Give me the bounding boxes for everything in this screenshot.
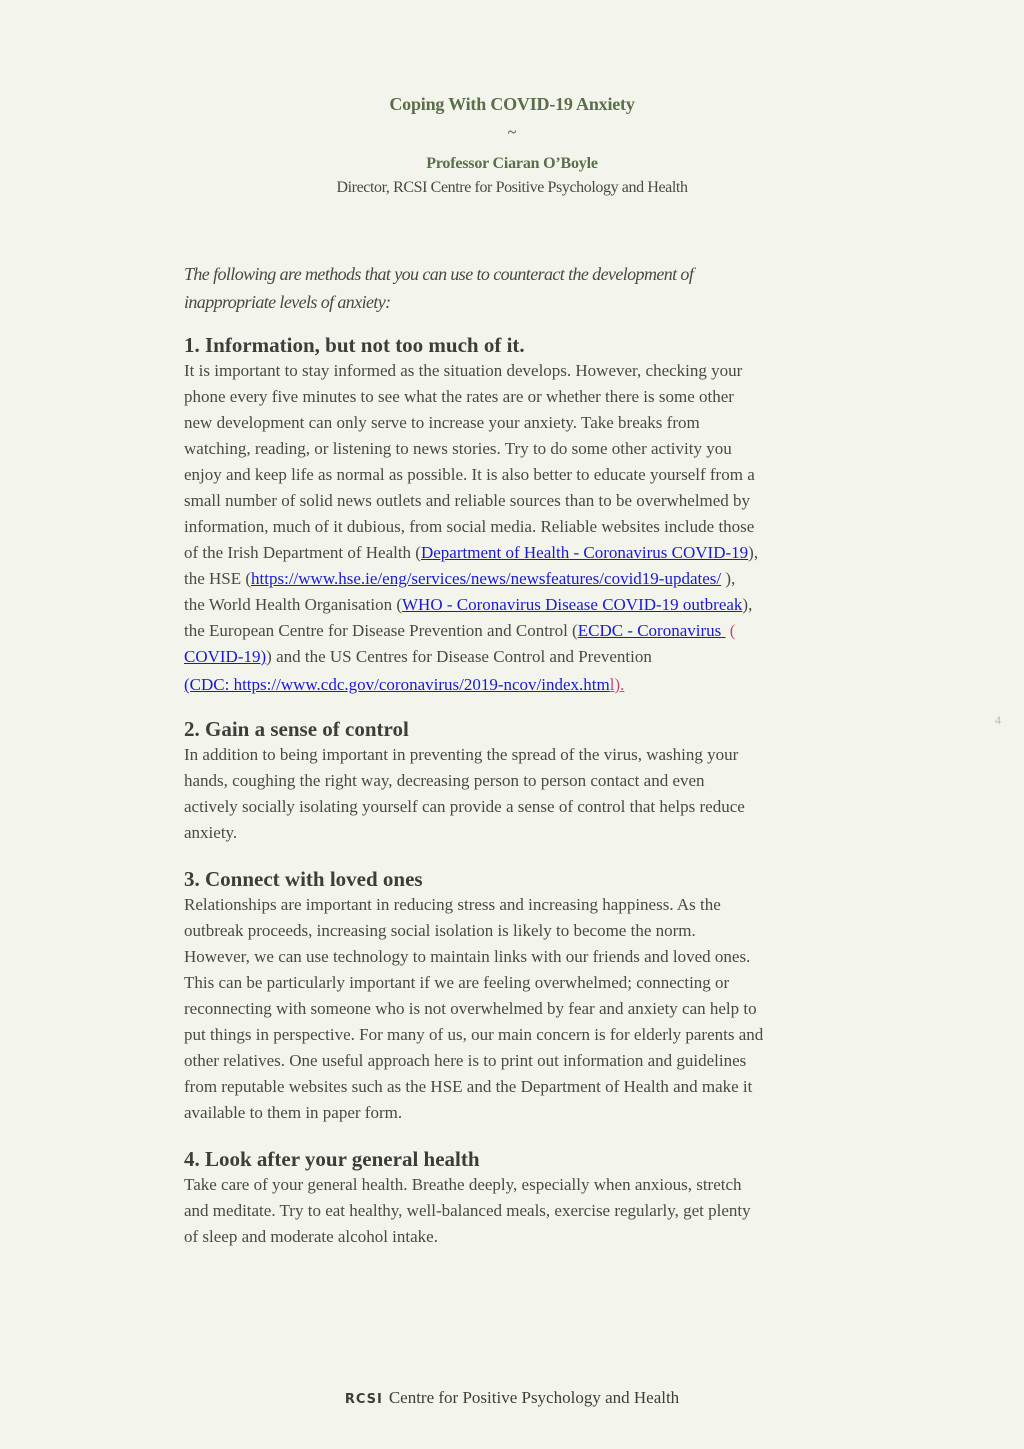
paragraph-line: small number of solid news outlets and reliable sources than to be overwhelmed by — [184, 491, 751, 510]
link-suffix: ), — [721, 569, 736, 588]
link-suffix: ) and the US Centres for Disease Control and Prevention — [266, 647, 652, 666]
link-suffix: ), — [742, 595, 753, 614]
ecdc-link[interactable]: ECDC - Coronavirus — [577, 621, 726, 640]
document-body — [184, 260, 844, 1250]
paragraph-line: and meditate. Try to eat healthy, well-balanced meals, exercise regularly, get plenty — [184, 1201, 751, 1220]
paragraph-line: Relationships are important in reducing stress and increasing happiness. As the — [184, 895, 721, 914]
paragraph-line: put things in perspective. For many of us, our main concern is for elderly parents and — [184, 1025, 764, 1044]
page-footer — [0, 1388, 1024, 1408]
ecdc-link-continued[interactable]: COVID-19) — [184, 647, 267, 666]
paragraph-line — [184, 644, 844, 670]
link-prefix: the World Health Organisation ( — [184, 595, 403, 614]
author-affiliation: Director, RCSI Centre for Positive Psychology and Health — [336, 179, 688, 196]
link-prefix: the HSE ( — [184, 569, 252, 588]
cdc-link-tail[interactable]: l). — [609, 675, 625, 694]
page-number: 4 — [995, 713, 1001, 727]
document-header — [0, 93, 1024, 198]
paragraph-line: However, we can use technology to maintain links with our friends and loved ones. — [184, 947, 751, 966]
paragraph-line — [184, 618, 844, 644]
section-paragraph — [184, 742, 844, 846]
link-prefix: the European Centre for Disease Prevention and Control ( — [184, 621, 578, 640]
paragraph-line: watching, reading, or listening to news stories. Try to do some other activity you — [184, 439, 732, 458]
paragraph-line: phone every five minutes to see what the rates are or whether there is some other — [184, 387, 734, 406]
author-name: Professor Ciaran O’Boyle — [426, 155, 598, 172]
intro-line: The following are methods that you can use to counteract the development of — [184, 264, 694, 284]
ecdc-paren: ( — [725, 621, 736, 640]
paragraph-line — [184, 540, 844, 566]
section-paragraph — [184, 1172, 844, 1250]
cdc-link[interactable]: (CDC: https://www.cdc.gov/coronavirus/2019-ncov/index.htm — [184, 675, 610, 694]
link-suffix: ), — [748, 543, 759, 562]
paragraph-line — [184, 566, 844, 592]
link-prefix: of the Irish Department of Health ( — [184, 543, 421, 562]
paragraph-line: of sleep and moderate alcohol intake. — [184, 1227, 438, 1246]
paragraph-line — [184, 672, 844, 698]
intro-paragraph — [184, 260, 844, 316]
paragraph-line: This can be particularly important if we are feeling overwhelmed; connecting or — [184, 973, 730, 992]
document-title: Coping With COVID-19 Anxiety — [389, 94, 635, 114]
section-paragraph — [184, 358, 844, 698]
paragraph-line: actively socially isolating yourself can provide a sense of control that helps reduce — [184, 797, 745, 816]
paragraph-line: In addition to being important in preventing the spread of the virus, washing your — [184, 745, 739, 764]
paragraph-line: reconnecting with someone who is not overwhelmed by fear and anxiety can help to — [184, 999, 757, 1018]
footer-text: Centre for Positive Psychology and Health — [388, 1388, 680, 1407]
section-health — [184, 1146, 844, 1250]
section-paragraph — [184, 892, 844, 1126]
hse-link[interactable]: https://www.hse.ie/eng/services/news/newsfeatures/covid19-updates/ — [251, 569, 722, 588]
paragraph-line: It is important to stay informed as the situation develops. However, checking your — [184, 361, 743, 380]
paragraph-line: outbreak proceeds, increasing social isolation is likely to become the norm. — [184, 921, 696, 940]
paragraph-line: enjoy and keep life as normal as possible. It is also better to educate yourself from a — [184, 465, 755, 484]
paragraph-line: anxiety. — [184, 823, 238, 842]
who-link[interactable]: WHO - Coronavirus Disease COVID-19 outbreak — [402, 595, 743, 614]
paragraph-line: new development can only serve to increase your anxiety. Take breaks from — [184, 413, 700, 432]
paragraph-line: available to them in paper form. — [184, 1103, 403, 1122]
paragraph-line: other relatives. One useful approach here is to print out information and guidelines — [184, 1051, 747, 1070]
paragraph-line: information, much of it dubious, from social media. Reliable websites include those — [184, 517, 755, 536]
section-control — [184, 716, 844, 846]
paragraph-line: Take care of your general health. Breathe deeply, especially when anxious, stretch — [184, 1175, 742, 1194]
rcsi-logo: RCSI — [344, 1392, 383, 1407]
title-separator: ~ — [507, 124, 517, 141]
section-heading: 1. Information, but not too much of it. — [184, 333, 525, 357]
section-connect — [184, 866, 844, 1126]
section-information — [184, 332, 844, 698]
department-of-health-link[interactable]: Department of Health - Coronavirus COVID-19 — [420, 543, 749, 562]
section-heading: 3. Connect with loved ones — [184, 867, 423, 891]
paragraph-line — [184, 592, 844, 618]
intro-line: inappropriate levels of anxiety: — [184, 292, 391, 312]
paragraph-line: from reputable websites such as the HSE and the Department of Health and make it — [184, 1077, 753, 1096]
section-heading: 4. Look after your general health — [184, 1147, 480, 1171]
section-heading: 2. Gain a sense of control — [184, 717, 409, 741]
paragraph-line: hands, coughing the right way, decreasing person to person contact and even — [184, 771, 705, 790]
